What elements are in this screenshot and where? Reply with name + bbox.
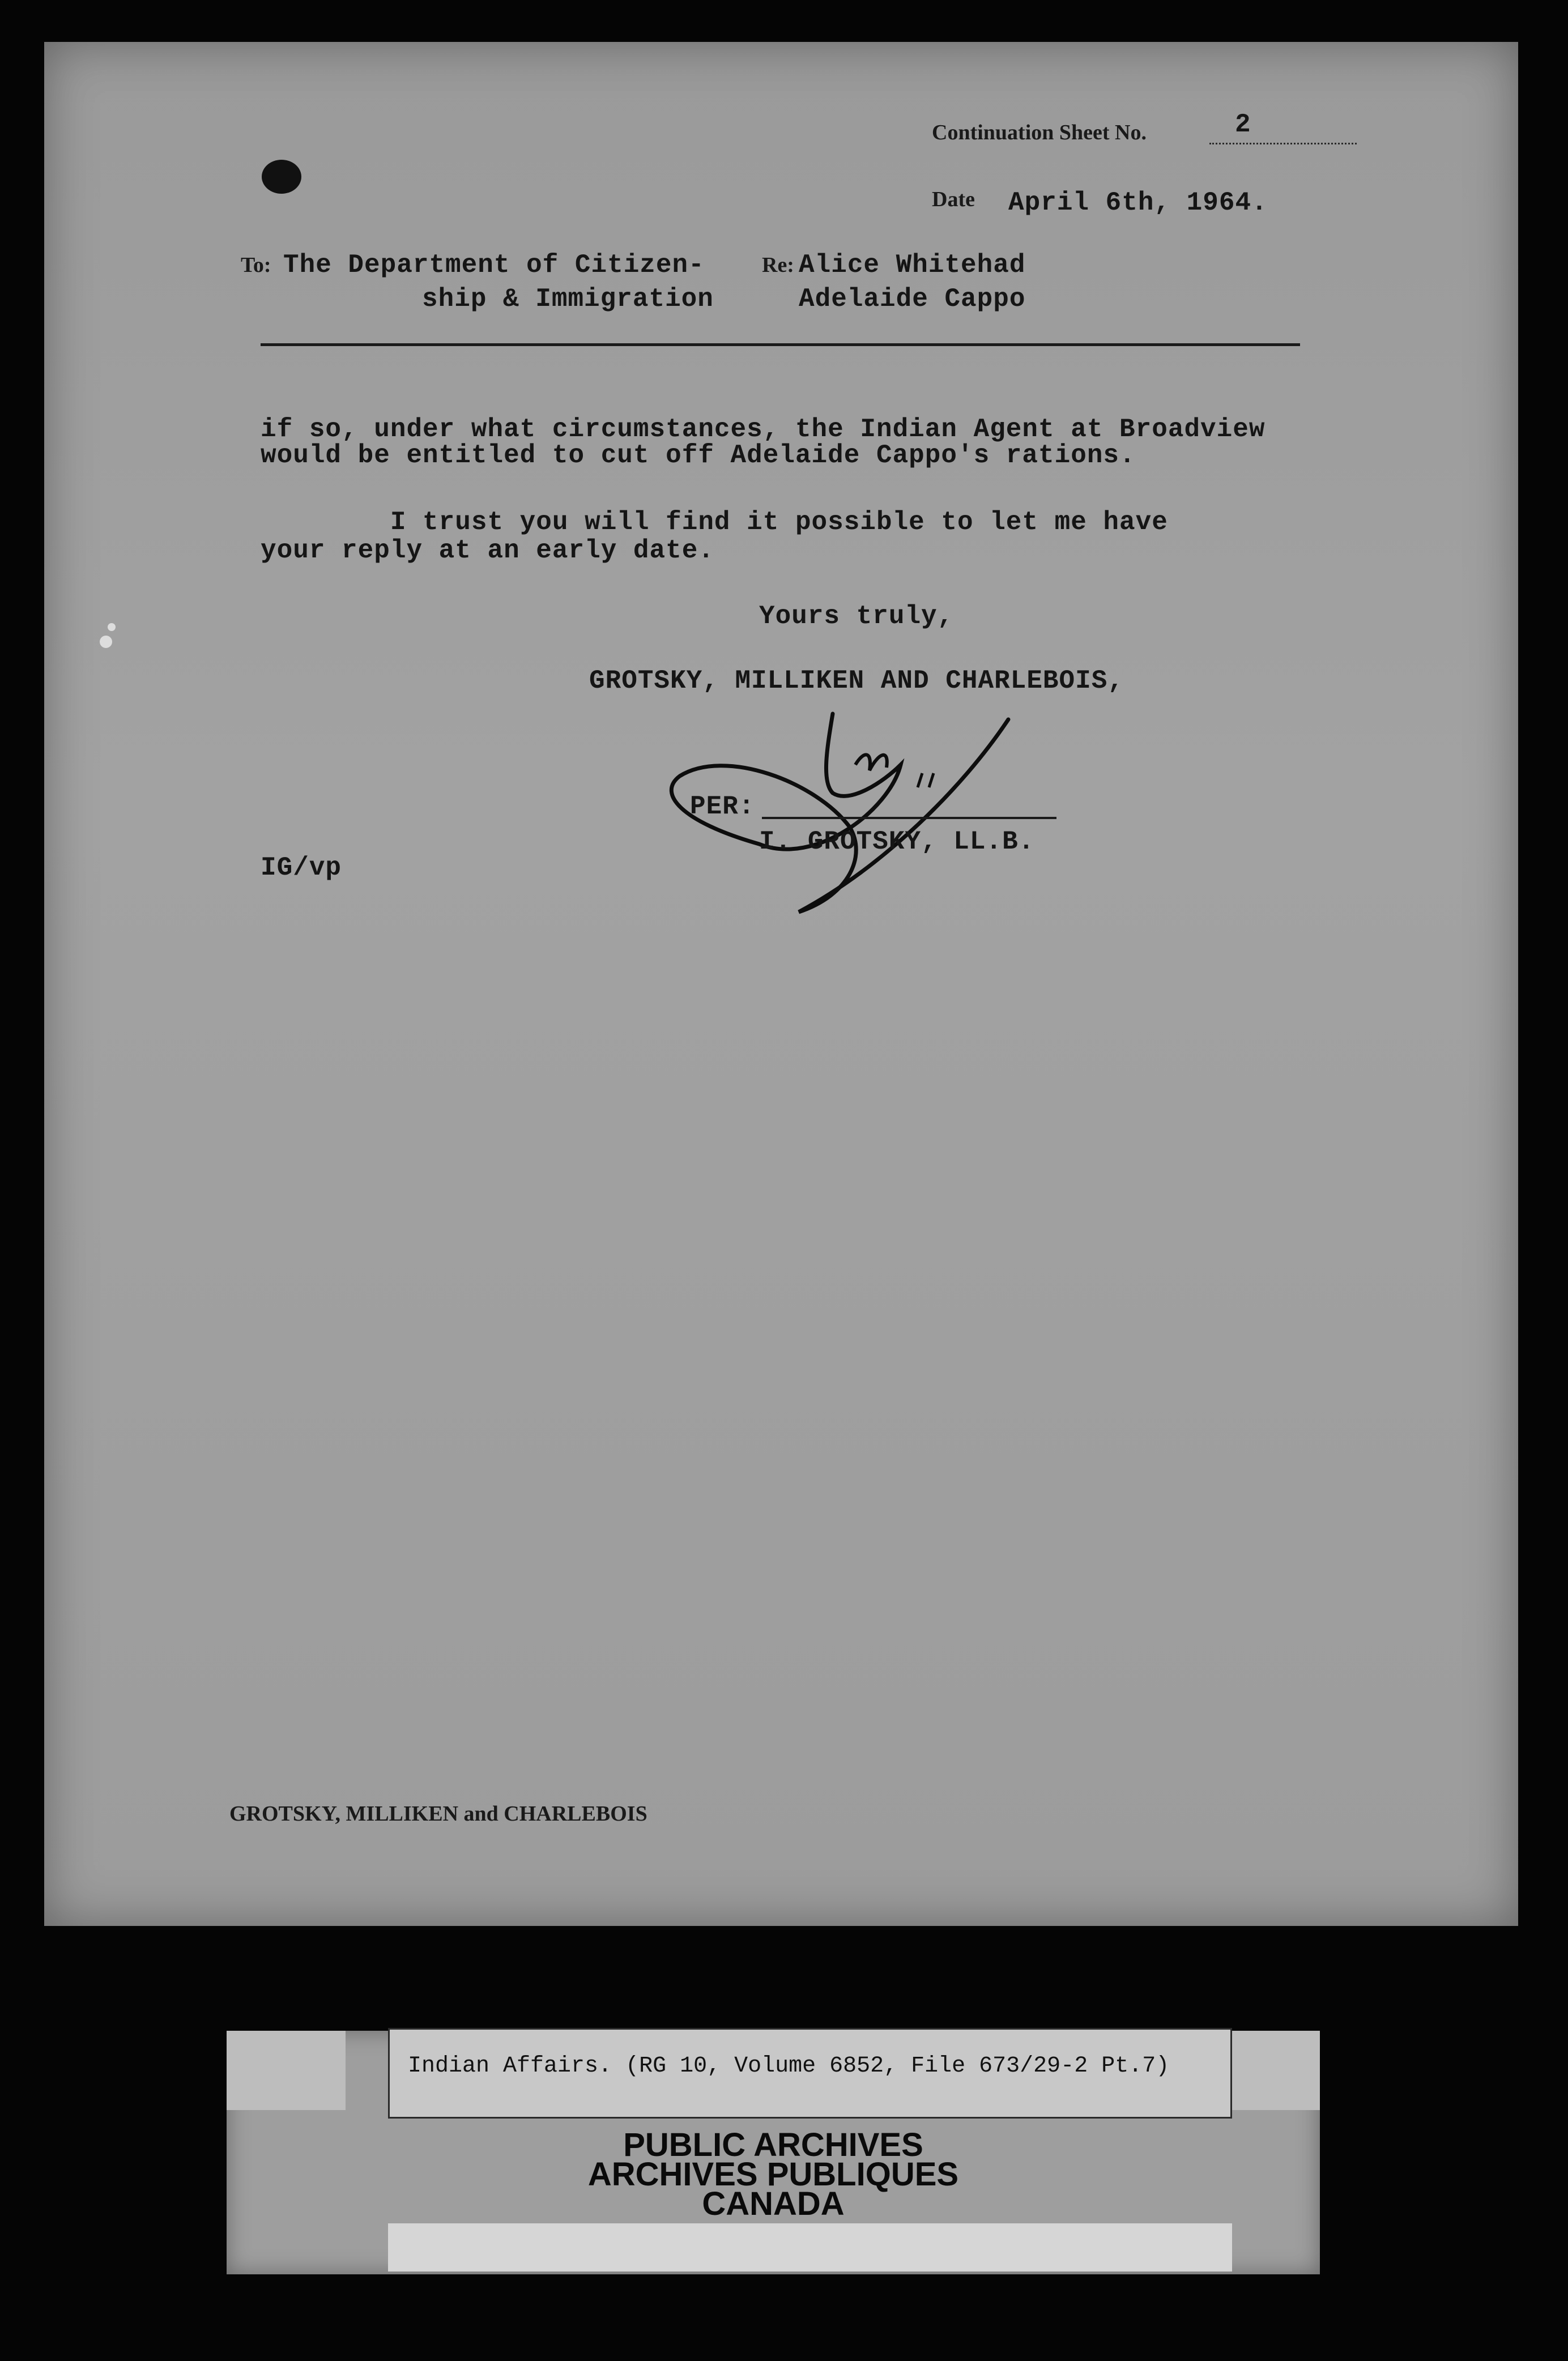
recipient-line-1: The Department of Citizen- [283,250,705,280]
punch-mark [108,623,116,631]
ink-blot [262,160,301,194]
archive-name-line-3: CANADA [702,2185,845,2222]
body-line: your reply at an early date. [261,536,714,565]
recipient-line-2: ship & Immigration [422,284,714,314]
continuation-number-line [1209,143,1357,144]
archive-name-line-2: ARCHIVES PUBLIQUES [587,2156,959,2193]
footer-firm-name: GROTSKY, MILLIKEN and CHARLEBOIS [229,1802,647,1826]
closing: Yours truly, [759,602,954,631]
signature-line [762,817,1056,819]
letter-date: April 6th, 1964. [1008,188,1268,218]
archive-label-bottom [388,2223,1232,2271]
body-line: I trust you will find it possible to let me have [261,508,1168,537]
to-label: To: [241,253,271,277]
date-label: Date [932,187,975,211]
re-label: Re: [762,253,794,277]
continuation-sheet-label: Continuation Sheet No. [932,121,1147,144]
header-rule [261,343,1300,346]
letter-page [44,42,1518,1926]
continuation-number: 2 [1235,110,1251,139]
per-label: PER: [690,792,755,821]
punch-mark [100,636,112,648]
archive-name-line-1: PUBLIC ARCHIVES [623,2126,923,2163]
typist-initials: IG/vp [261,853,342,883]
archive-label-tab [227,2031,346,2110]
body-line: would be entitled to cut off Adelaide Cappo's rations. [261,441,1136,470]
subject-line-2: Adelaide Cappo [799,284,1026,314]
archive-reference: Indian Affairs. (RG 10, Volume 6852, File 673/29-2 Pt.7) [408,2053,1170,2079]
signer-name: I. GROTSKY, LL.B. [759,827,1035,856]
firm-signature-block: GROTSKY, MILLIKEN AND CHARLEBOIS, [589,666,1124,696]
subject-line-1: Alice Whitehad [799,250,1026,280]
body-line: if so, under what circumstances, the Indian Agent at Broadview [261,415,1266,444]
